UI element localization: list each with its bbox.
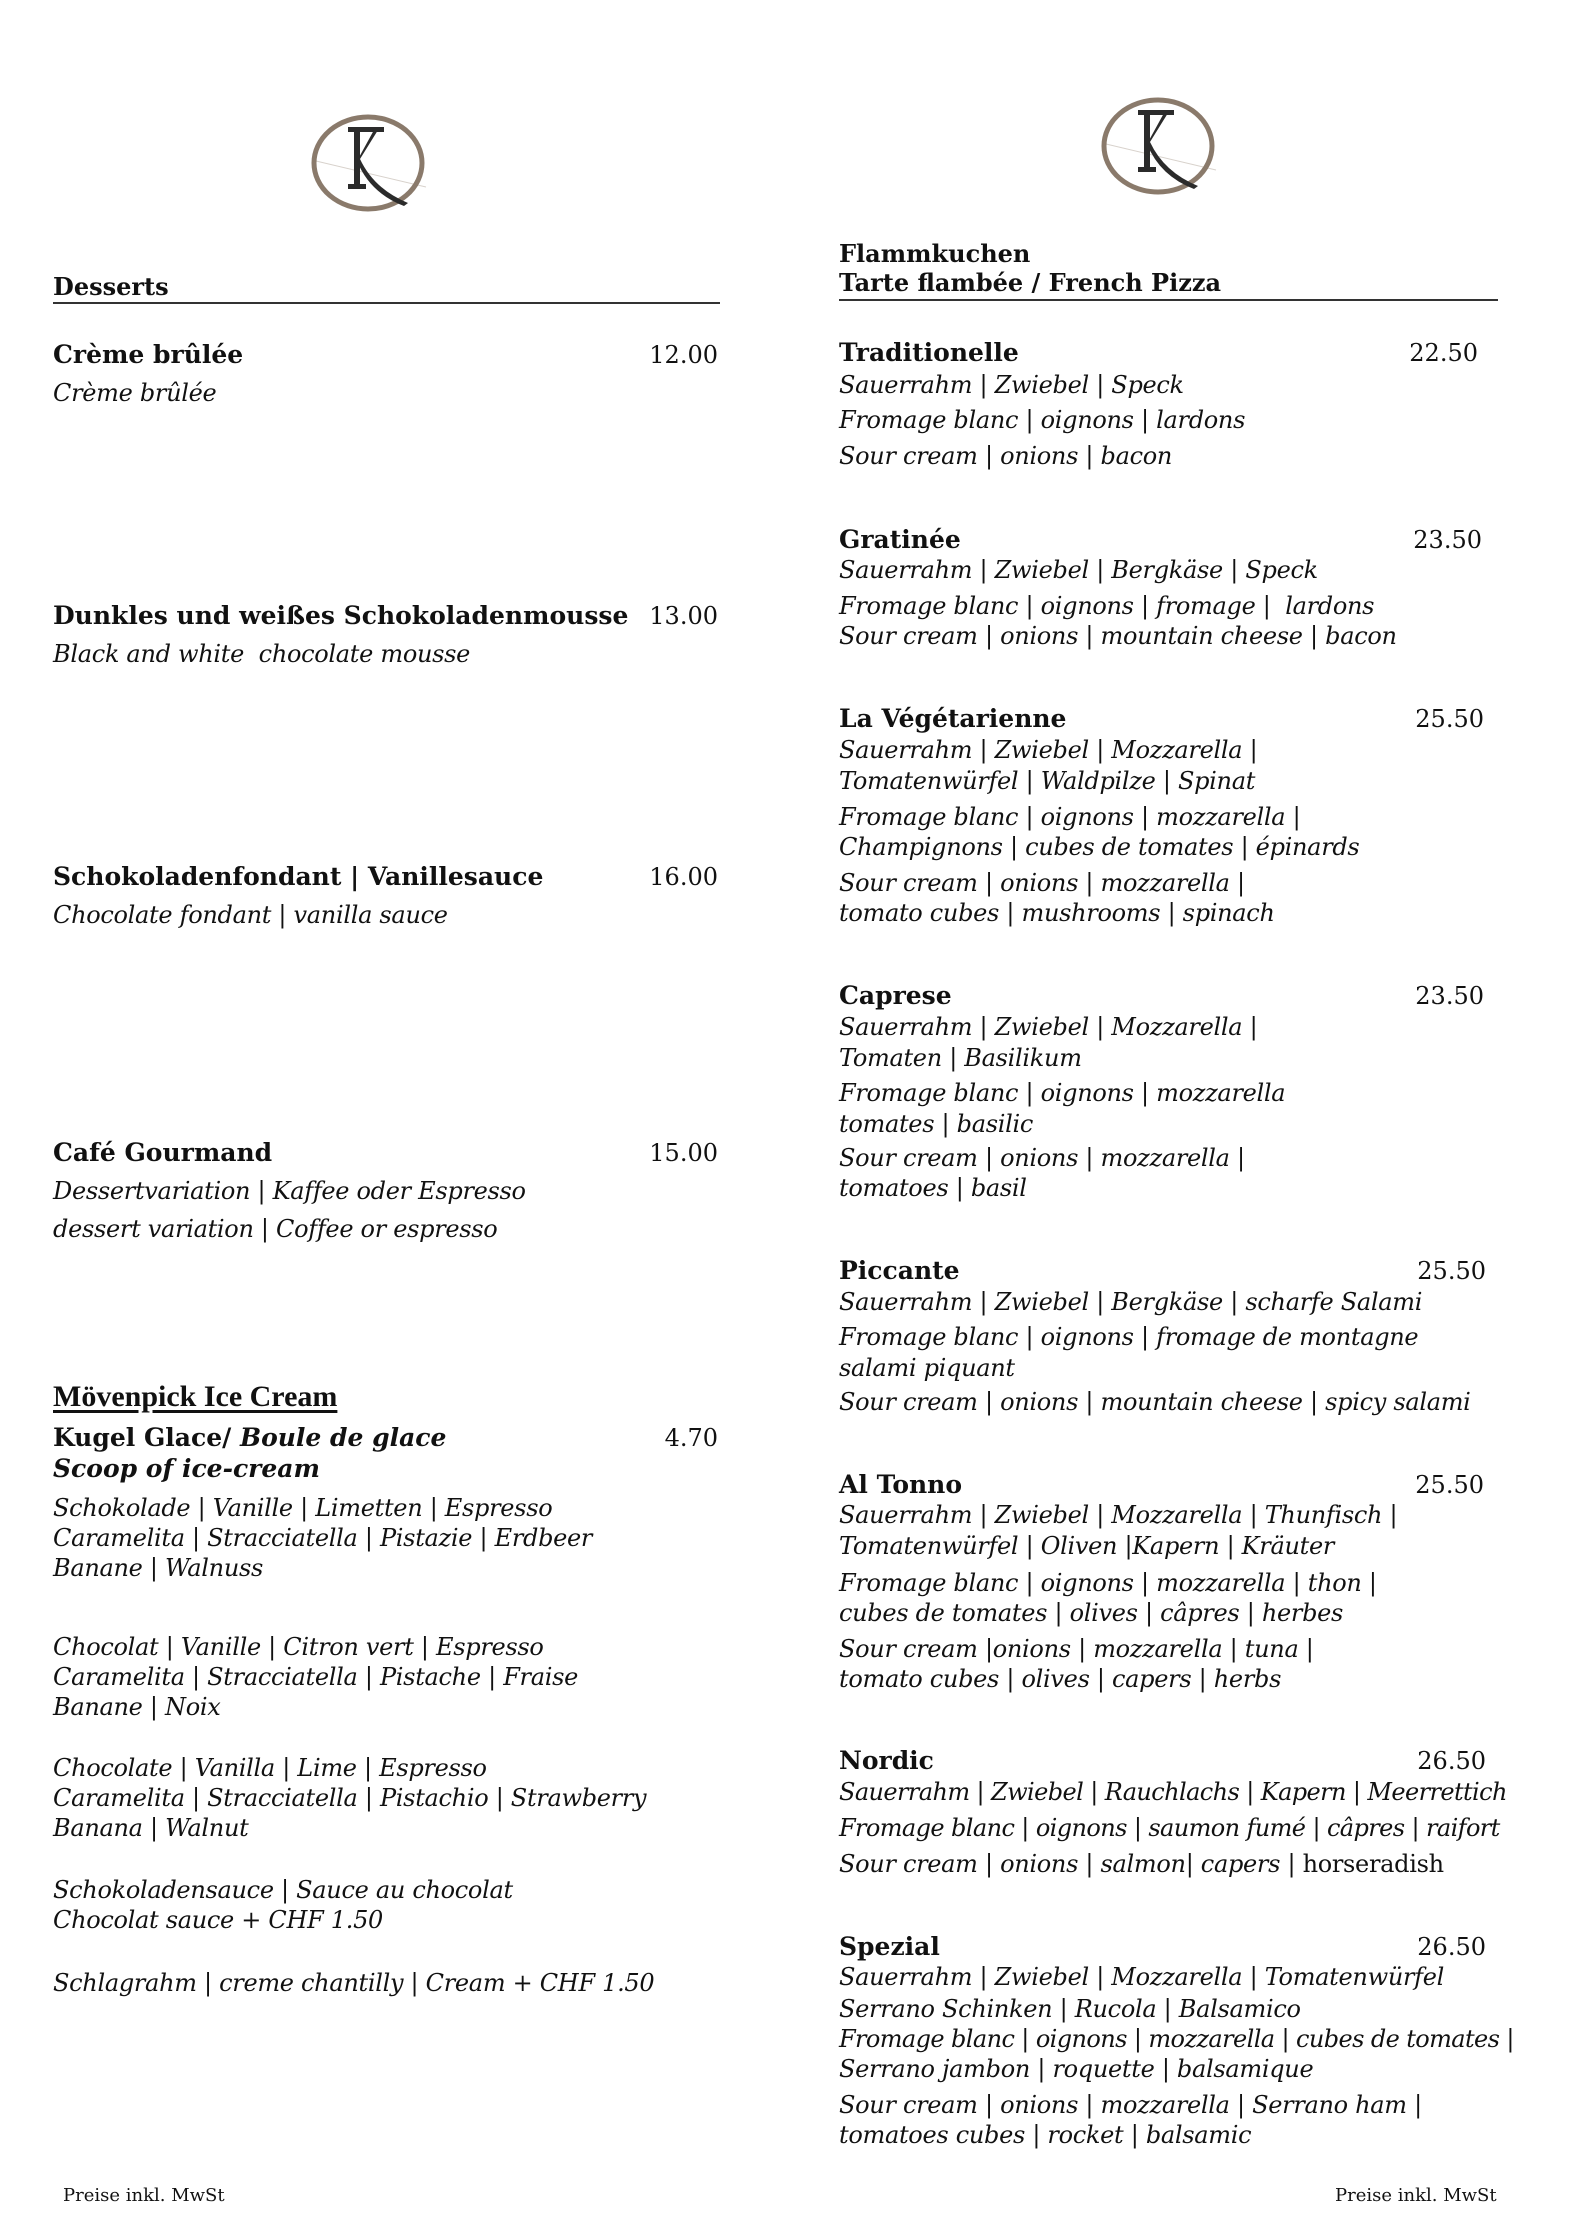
item-description: Tomaten | Basilikum xyxy=(839,1044,1082,1072)
item-description: Sour cream | onions | mozzarella | xyxy=(839,1144,1245,1172)
item-price: 22.50 xyxy=(1409,339,1478,367)
flavour-line: Caramelita | Stracciatella | Pistache | Fraise xyxy=(53,1663,579,1691)
section-divider xyxy=(53,302,720,304)
logo-k-arm xyxy=(1147,113,1198,189)
item-price: 25.50 xyxy=(1415,705,1484,733)
item-title: Crème brûlée xyxy=(53,340,244,369)
item-description: Fromage blanc | oignons | saumon fumé | câpres | raifort xyxy=(839,1814,1500,1842)
item-description: Crème brûlée xyxy=(53,379,217,407)
item-description: Sauerrahm | Zwiebel | Mozzarella | Tomatenwürfel xyxy=(839,1963,1445,1991)
item-title: La Végétarienne xyxy=(839,704,1067,733)
item-description: Sauerrahm | Zwiebel | Mozzarella | xyxy=(839,1013,1258,1041)
item-description xyxy=(839,1849,1444,1879)
flavour-line: Banane | Walnuss xyxy=(53,1554,264,1582)
item-price: 26.50 xyxy=(1417,1933,1486,1961)
item-description: Fromage blanc | oignons | fromage | lardons xyxy=(839,592,1375,620)
item-price: 16.00 xyxy=(649,863,718,891)
ice-cream-title: Mövenpick Ice Cream xyxy=(53,1380,338,1413)
item-title: Dunkles und weißes Schokoladenmousse xyxy=(53,601,629,630)
item-description: Sour cream | onions | mozzarella | Serrano ham | xyxy=(839,2091,1422,2119)
ice-cream-name-en: Scoop of ice-cream xyxy=(53,1454,320,1483)
section-title-flammkuchen: Flammkuchen xyxy=(839,239,1031,268)
item-description: Dessertvariation | Kaffee oder Espresso xyxy=(53,1177,526,1205)
item-description: Sauerrahm | Zwiebel | Mozzarella | Thunfisch | xyxy=(839,1501,1398,1529)
footer-note-right: Preise inkl. MwSt xyxy=(1335,2185,1497,2206)
item-description: Tomatenwürfel | Waldpilze | Spinat xyxy=(839,767,1256,795)
item-description: Black and white chocolate mousse xyxy=(53,640,471,668)
item-description: Sour cream | onions | mountain cheese | spicy salami xyxy=(839,1388,1471,1416)
flavour-line: Caramelita | Stracciatella | Pistachio | Strawberry xyxy=(53,1784,647,1812)
description-upright-part: horseradish xyxy=(1302,1850,1444,1878)
ice-cream-name-de: Kugel Glace/ xyxy=(53,1423,240,1452)
item-description: tomato cubes | olives | capers | herbs xyxy=(839,1665,1282,1693)
item-description: Sour cream | onions | mountain cheese | bacon xyxy=(839,622,1397,650)
item-title: Gratinée xyxy=(839,525,961,554)
ice-cream-name-fr: Boule de glace xyxy=(239,1423,447,1452)
item-description: Fromage blanc | oignons | mozzarella xyxy=(839,1079,1286,1107)
item-description: Serrano Schinken | Rucola | Balsamico xyxy=(839,1995,1301,2023)
item-description: Chocolate fondant | vanilla sauce xyxy=(53,901,448,929)
section-title-desserts: Desserts xyxy=(53,272,169,301)
extra-line: Schokoladensauce | Sauce au chocolat xyxy=(53,1876,513,1904)
item-title: Café Gourmand xyxy=(53,1138,273,1167)
item-description: Fromage blanc | oignons | mozzarella | thon | xyxy=(839,1569,1377,1597)
flavour-line: Banana | Walnut xyxy=(53,1814,249,1842)
flavour-line: Chocolat | Vanille | Citron vert | Espresso xyxy=(53,1633,544,1661)
item-title: Schokoladenfondant | Vanillesauce xyxy=(53,862,544,891)
item-description: cubes de tomates | olives | câpres | herbes xyxy=(839,1599,1344,1627)
item-title: Piccante xyxy=(839,1256,960,1285)
item-price: 26.50 xyxy=(1417,1747,1486,1775)
item-title: Nordic xyxy=(839,1746,934,1775)
item-price: 23.50 xyxy=(1415,982,1484,1010)
ice-cream-item-title xyxy=(53,1423,446,1453)
item-price: 15.00 xyxy=(649,1139,718,1167)
brand-logo-right xyxy=(1098,96,1222,198)
brand-logo-left xyxy=(308,113,432,215)
item-price: 25.50 xyxy=(1417,1257,1486,1285)
item-description: Sauerrahm | Zwiebel | Bergkäse | scharfe Salami xyxy=(839,1288,1423,1316)
item-title: Al Tonno xyxy=(839,1470,963,1499)
flavour-line: Chocolate | Vanilla | Lime | Espresso xyxy=(53,1754,487,1782)
flavour-line: Schokolade | Vanille | Limetten | Espresso xyxy=(53,1494,553,1522)
extra-line: Schlagrahm | creme chantilly | Cream + CHF 1.50 xyxy=(53,1969,655,1997)
item-description: tomato cubes | mushrooms | spinach xyxy=(839,899,1275,927)
item-description: Sauerrahm | Zwiebel | Speck xyxy=(839,371,1184,399)
item-description: dessert variation | Coffee or espresso xyxy=(53,1215,498,1243)
item-description: Sauerrahm | Zwiebel | Mozzarella | xyxy=(839,736,1258,764)
flavour-line: Caramelita | Stracciatella | Pistazie | Erdbeer xyxy=(53,1524,593,1552)
logo-k-arm xyxy=(357,130,408,206)
item-description: Sauerrahm | Zwiebel | Rauchlachs | Kapern | Meerrettich xyxy=(839,1778,1507,1806)
description-italic-part: Sour cream | onions | salmon| capers | xyxy=(839,1850,1303,1878)
footer-note-left: Preise inkl. MwSt xyxy=(63,2185,225,2206)
item-description: Fromage blanc | oignons | mozzarella | xyxy=(839,803,1301,831)
item-title: Traditionelle xyxy=(839,338,1019,367)
item-description: Sauerrahm | Zwiebel | Bergkäse | Speck xyxy=(839,556,1318,584)
item-price: 13.00 xyxy=(649,602,718,630)
item-description: salami piquant xyxy=(839,1354,1015,1382)
section-divider xyxy=(839,299,1498,301)
item-title: Spezial xyxy=(839,1932,940,1961)
item-price: 25.50 xyxy=(1415,1471,1484,1499)
item-price: 12.00 xyxy=(649,341,718,369)
item-title: Caprese xyxy=(839,981,952,1010)
item-description: Fromage blanc | oignons | mozzarella | cubes de tomates | xyxy=(839,2025,1514,2053)
item-description: tomates | basilic xyxy=(839,1110,1034,1138)
item-description: Fromage blanc | oignons | lardons xyxy=(839,406,1246,434)
item-description: Fromage blanc | oignons | fromage de montagne xyxy=(839,1323,1419,1351)
item-description: tomatoes | basil xyxy=(839,1174,1027,1202)
section-subtitle: Tarte flambée / French Pizza xyxy=(839,268,1222,297)
item-description: tomatoes cubes | rocket | balsamic xyxy=(839,2121,1252,2149)
extra-line: Chocolat sauce + CHF 1.50 xyxy=(53,1906,384,1934)
item-description: Sour cream |onions | mozzarella | tuna | xyxy=(839,1635,1314,1663)
flavour-line: Banane | Noix xyxy=(53,1693,221,1721)
item-description: Serrano jambon | roquette | balsamique xyxy=(839,2055,1314,2083)
item-description: Champignons | cubes de tomates | épinards xyxy=(839,833,1360,861)
ice-cream-price: 4.70 xyxy=(664,1424,718,1452)
item-description: Sour cream | onions | bacon xyxy=(839,442,1173,470)
item-price: 23.50 xyxy=(1413,526,1482,554)
item-description: Sour cream | onions | mozzarella | xyxy=(839,869,1245,897)
item-description: Tomatenwürfel | Oliven |Kapern | Kräuter xyxy=(839,1532,1335,1560)
